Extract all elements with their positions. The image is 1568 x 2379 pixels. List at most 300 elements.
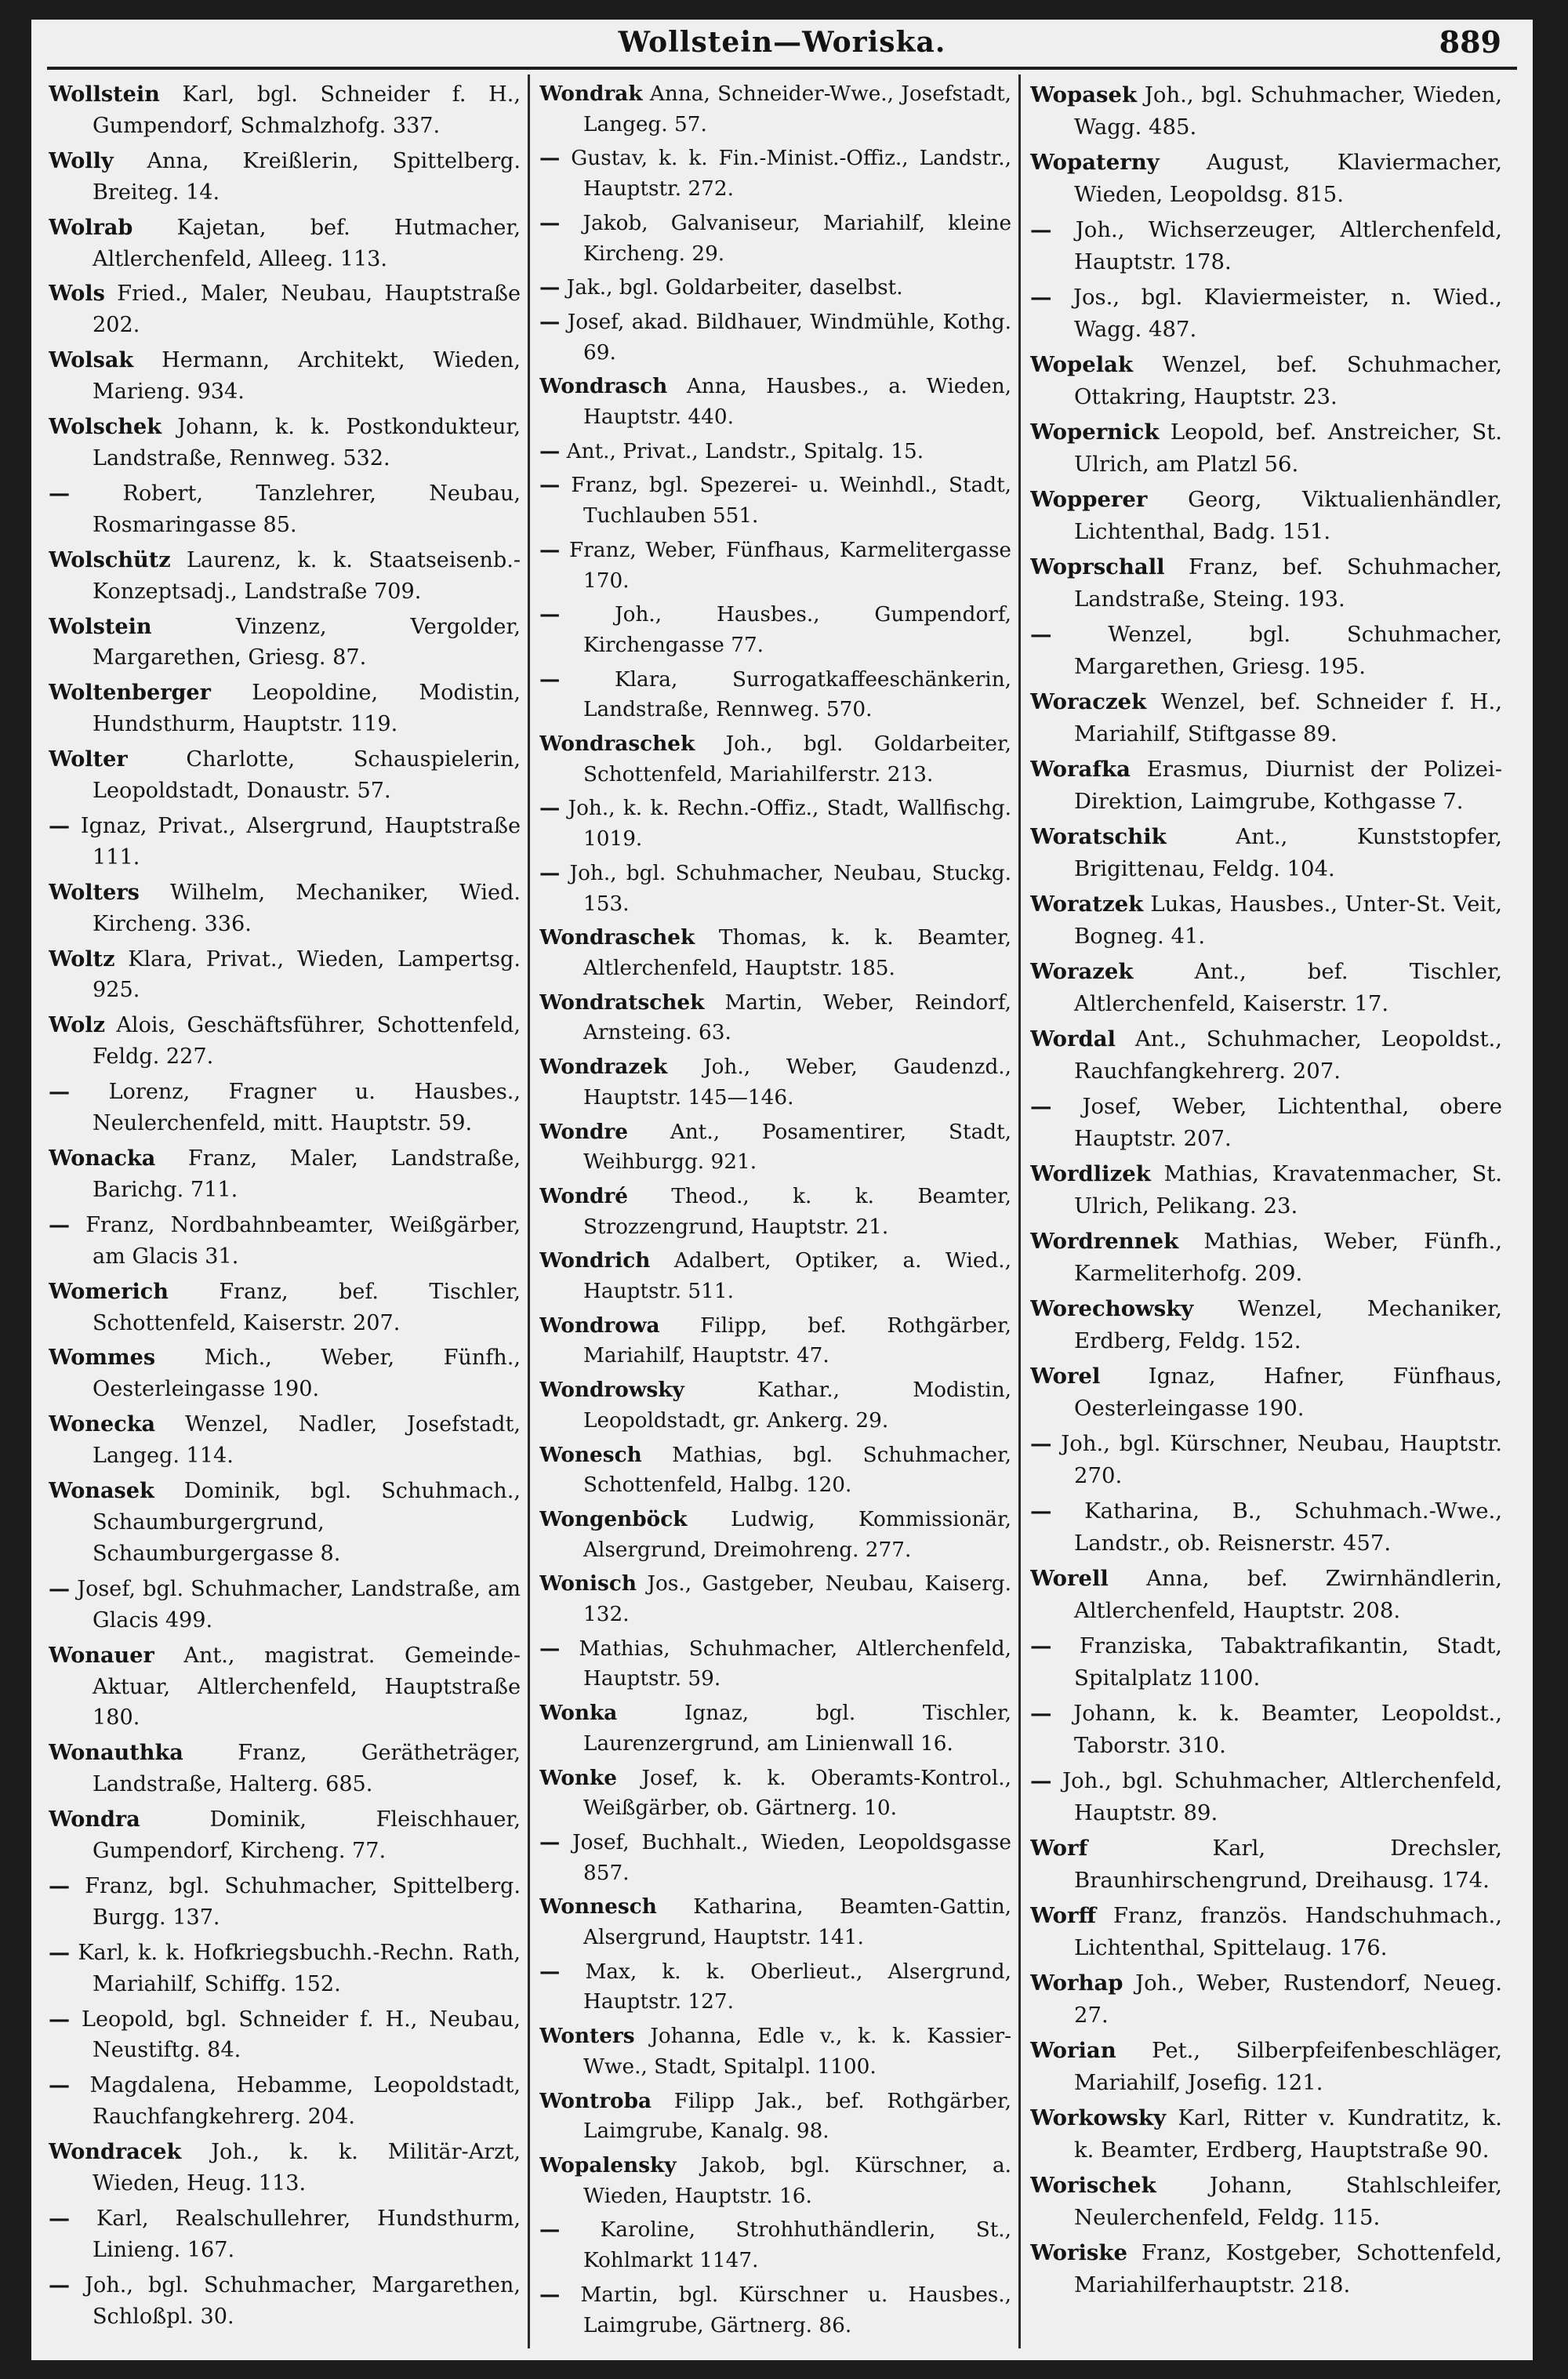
entry-details: Johann, Stahlschleifer, Neulerchenfeld, Feldg. 115.: [1074, 2173, 1502, 2230]
directory-entry: [49, 1077, 521, 1139]
entry-details: Joh., Weber, Rustendorf, Neueg. 27.: [1074, 1970, 1502, 2028]
entry-surname: Wopperer: [1030, 487, 1148, 512]
entry-surname: —: [49, 2206, 71, 2231]
entry-details: Franziska, Tabaktrafikantin, Stadt, Spitalplatz 1100.: [1074, 1633, 1502, 1691]
directory-entry: [539, 1246, 1011, 1306]
entry-surname: —: [539, 2217, 561, 2243]
entry-surname: —: [1030, 1094, 1052, 1119]
entry-surname: Wondrowsky: [539, 1378, 684, 1403]
directory-entry: [1030, 2102, 1502, 2166]
entry-surname: Wordlizek: [1030, 1161, 1151, 1186]
entry-surname: —: [49, 1873, 71, 1898]
directory-entry: [1030, 1630, 1502, 1694]
entry-surname: Wonauthka: [49, 1741, 183, 1766]
entry-details: Wilhelm, Mechaniker, Wied. Kircheng. 336.: [93, 880, 521, 936]
entry-details: Katharina, B., Schuhmach.-Wwe., Landstr., ob. Reisnerstr. 457.: [1074, 1498, 1502, 1556]
directory-entry: [539, 1892, 1011, 1952]
entry-details: Josef, Buchhalt., Wieden, Leopoldsgasse 857.: [572, 1830, 1011, 1885]
directory-entry: [1030, 349, 1502, 412]
entry-surname: Woratzek: [1030, 892, 1144, 917]
entry-surname: Worell: [1030, 1566, 1109, 1591]
directory-entry: [539, 1182, 1011, 1242]
directory-entry: [1030, 484, 1502, 547]
entry-details: Karl, bgl. Schneider f. H., Gumpendorf, Schmalzhofg. 337.: [93, 82, 521, 138]
directory-entry: [539, 859, 1011, 919]
directory-entry: [539, 923, 1011, 983]
directory-entry: [49, 2070, 521, 2133]
entry-details: Kajetan, bef. Hutmacher, Altlerchenfeld, Alleeg. 113.: [93, 215, 521, 271]
entry-details: Georg, Viktualienhändler, Lichtenthal, Badg. 151.: [1074, 487, 1502, 544]
directory-entry: [1030, 1832, 1502, 1896]
directory-entry: [539, 1311, 1011, 1371]
entry-surname: —: [49, 2272, 71, 2297]
entry-details: Josef, akad. Bildhauer, Windmühle, Kothg. 69.: [567, 310, 1011, 365]
entry-surname: Wonauer: [49, 1643, 154, 1668]
entry-details: Anna, Kreißlerin, Spittelberg. Breiteg. 14.: [93, 148, 521, 205]
directory-entry: [49, 345, 521, 408]
entry-surname: Wonacka: [49, 1146, 156, 1171]
entry-details: Magdalena, Hebamme, Leopoldstadt, Rauchfangkehrerg. 204.: [89, 2073, 521, 2130]
entry-surname: Wonesch: [539, 1442, 642, 1467]
entry-surname: Worf: [1030, 1836, 1088, 1861]
entry-details: Wenzel, Nadler, Josefstadt, Langeg. 114.: [93, 1412, 521, 1469]
directory-entry: [539, 729, 1011, 790]
directory-entry: [49, 1476, 521, 1570]
directory-entry: [49, 212, 521, 275]
entry-surname: Wollstein: [49, 82, 160, 107]
directory-entry: [1030, 1563, 1502, 1626]
entry-surname: Woratschik: [1030, 824, 1167, 849]
entry-details: Johanna, Edle v., k. k. Kassier-Wwe., Stadt, Spitalpl. 1100.: [583, 2025, 1011, 2079]
entry-details: Filipp, bef. Rothgärber, Mariahilf, Hauptstr. 47.: [583, 1313, 1011, 1368]
entry-surname: Wonke: [539, 1765, 617, 1790]
entry-details: Wenzel, bgl. Schuhmacher, Margarethen, Griesg. 195.: [1074, 622, 1502, 679]
entry-details: Lukas, Hausbes., Unter-St. Veit, Bogneg. 41.: [1074, 892, 1502, 949]
directory-entry: [1030, 1226, 1502, 1289]
entry-details: Karl, Drechsler, Braunhirschengrund, Dreihausg. 174.: [1074, 1836, 1502, 1893]
entry-surname: —: [1030, 622, 1052, 647]
entry-surname: Wolly: [49, 148, 114, 173]
directory-entry: [539, 1505, 1011, 1565]
entry-surname: —: [1030, 1768, 1052, 1793]
entry-details: Vinzenz, Vergolder, Margarethen, Griesg. 87.: [93, 614, 521, 670]
directory-entry: [49, 2004, 521, 2067]
entry-details: Franz, Weber, Fünfhaus, Karmelitergasse 170.: [569, 538, 1011, 593]
entry-details: Franz, Gerätheträger, Landstraße, Halterg. 685.: [93, 1741, 521, 1797]
entry-details: Joh., bgl. Kürschner, Neubau, Hauptstr. 270.: [1061, 1431, 1502, 1488]
entry-details: Karl, Ritter v. Kundratitz, k. k. Beamter, Erdberg, Hauptstraße 90.: [1074, 2105, 1502, 2163]
entry-details: Mathias, Kravatenmacher, St. Ulrich, Pelikang. 23.: [1074, 1161, 1502, 1219]
header-rule: [47, 67, 1517, 70]
entry-surname: Wolschek: [49, 415, 162, 440]
entry-surname: Wolschütz: [49, 547, 171, 572]
entry-details: Dominik, Fleischhauer, Gumpendorf, Kircheng. 77.: [93, 1807, 521, 1864]
directory-entry: [539, 2215, 1011, 2275]
page-number: 889: [1439, 24, 1501, 60]
entry-surname: Wordrennek: [1030, 1229, 1179, 1254]
entry-details: Ant., Kunststopfer, Brigittenau, Feldg. 104.: [1074, 824, 1502, 881]
directory-entry: [1030, 214, 1502, 278]
entry-surname: —: [539, 796, 561, 821]
entry-details: Ignaz, Privat., Alsergrund, Hauptstraße 111.: [80, 813, 521, 870]
directory-entry: [539, 2151, 1011, 2211]
entry-surname: —: [539, 473, 561, 498]
entry-surname: Womerich: [49, 1279, 169, 1304]
entry-surname: Wonters: [539, 2024, 635, 2049]
column-1: [49, 79, 521, 2345]
directory-entry: [49, 412, 521, 474]
directory-entry: [1030, 1360, 1502, 1424]
entry-surname: Wondrazek: [539, 1055, 668, 1080]
entry-details: Robert, Tanzlehrer, Neubau, Rosmaringasse 85.: [93, 481, 521, 537]
entry-details: Leopoldine, Modistin, Hundsthurm, Hauptstr. 119.: [93, 681, 521, 737]
entry-surname: —: [49, 2007, 71, 2032]
directory-entry: [49, 2137, 521, 2199]
entry-surname: —: [1030, 1431, 1052, 1456]
entry-details: Ant., magistrat. Gemeinde-Aktuar, Altlerchenfeld, Hauptstraße 180.: [93, 1643, 521, 1731]
entry-surname: Wolsak: [49, 348, 134, 373]
entry-surname: Wondratschek: [539, 990, 705, 1015]
entry-surname: Wondraschek: [539, 925, 695, 950]
entry-details: Joh., Hausbes., Gumpendorf, Kirchengasse 77.: [583, 603, 1011, 657]
entry-details: Joh., bgl. Schuhmacher, Altlerchenfeld, Hauptstr. 89.: [1062, 1768, 1502, 1825]
directory-entry: [1030, 1967, 1502, 2031]
entry-surname: Wonasek: [49, 1479, 154, 1504]
entry-surname: —: [539, 537, 561, 562]
entry-surname: Wonisch: [539, 1571, 637, 1596]
directory-entry: [539, 600, 1011, 660]
entry-details: Karoline, Strohhuthändlerin, St., Kohlmarkt 1147.: [583, 2218, 1011, 2273]
entry-surname: —: [539, 602, 561, 627]
entry-surname: —: [539, 2282, 561, 2307]
entry-details: Max, k. k. Oberlieut., Alsergrund, Hauptstr. 127.: [583, 1959, 1011, 2014]
entry-details: Franz, bef. Tischler, Schottenfeld, Kaiserstr. 207.: [93, 1279, 521, 1335]
entry-surname: —: [49, 1080, 71, 1105]
entry-surname: —: [539, 666, 561, 692]
entry-details: Joh., bgl. Schuhmacher, Wieden, Wagg. 485.: [1074, 82, 1502, 140]
entry-surname: Wonecka: [49, 1412, 156, 1437]
entry-surname: Wommes: [49, 1346, 156, 1371]
entry-details: Karl, k. k. Hofkriegsbuchh.-Rechn. Rath, Mariahilf, Schiffg. 152.: [78, 1940, 521, 1996]
entry-details: Joh., k. k. Militär-Arzt, Wieden, Heug. 113.: [93, 2140, 521, 2196]
entry-surname: —: [1030, 1701, 1052, 1726]
directory-entry: [49, 811, 521, 874]
entry-details: Franz, Kostgeber, Schottenfeld, Mariahilferhauptstr. 218.: [1074, 2240, 1502, 2297]
entry-details: Jakob, bgl. Kürschner, a. Wieden, Hauptstr. 16.: [583, 2154, 1011, 2208]
entry-details: Jos., bgl. Klaviermeister, n. Wied., Wagg. 487.: [1073, 285, 1502, 342]
entry-surname: Worechowsky: [1030, 1296, 1194, 1321]
entry-surname: —: [1030, 1498, 1052, 1524]
directory-entry: [49, 1277, 521, 1339]
directory-entry: [49, 1871, 521, 1934]
directory-entry: [539, 2021, 1011, 2082]
entry-surname: —: [49, 813, 71, 838]
entry-details: Charlotte, Schauspielerin, Leopoldstadt, Donaustr. 57.: [93, 747, 521, 804]
entry-details: Franz, bgl. Schuhmacher, Spittelberg. Burgg. 137.: [85, 1873, 521, 1930]
entry-surname: —: [1030, 1633, 1052, 1658]
entry-surname: Wols: [49, 281, 105, 307]
directory-entry: [49, 1010, 521, 1073]
directory-entry: [49, 1210, 521, 1273]
column-2: [539, 79, 1011, 2345]
entry-details: Wenzel, bef. Schneider f. H., Mariahilf, Stiftgasse 89.: [1074, 689, 1502, 746]
directory-entry: [1030, 2237, 1502, 2301]
entry-surname: Woraczek: [1030, 689, 1147, 714]
directory-entry: [1030, 1293, 1502, 1357]
entry-details: Joh., bgl. Schuhmacher, Neubau, Stuckg. 153.: [569, 861, 1011, 916]
entry-surname: Wonnesch: [539, 1894, 657, 1920]
entry-surname: Wolters: [49, 880, 140, 905]
entry-details: Josef, bgl. Schuhmacher, Landstraße, am Glacis 499.: [77, 1576, 521, 1633]
entry-details: Ignaz, bgl. Tischler, Laurenzergrund, am Linienwall 16.: [583, 1702, 1011, 1756]
entry-details: Laurenz, k. k. Staatseisenb.-Konzeptsadj., Landstraße 709.: [93, 547, 521, 604]
column-divider: [1018, 74, 1021, 2348]
directory-entry: [49, 2203, 521, 2266]
running-head: Wollstein—Woriska.: [618, 26, 946, 59]
entry-surname: Wondracek: [49, 2140, 182, 2165]
directory-entry: [1030, 821, 1502, 884]
entry-surname: Wondraschek: [539, 732, 695, 757]
directory-entry: [539, 1957, 1011, 2018]
entry-surname: Wondrasch: [539, 374, 668, 399]
directory-entry: [49, 478, 521, 541]
entry-surname: Wopasek: [1030, 82, 1138, 107]
entry-details: Ant., Posamentirer, Stadt, Weihburgg. 921.: [583, 1120, 1011, 1175]
directory-entry: [1030, 686, 1502, 750]
entry-surname: Workowsky: [1030, 2105, 1167, 2130]
entry-details: Wenzel, bef. Schuhmacher, Ottakring, Hauptstr. 23.: [1074, 352, 1502, 409]
entry-details: Alois, Geschäftsführer, Schottenfeld, Feldg. 227.: [93, 1013, 521, 1070]
directory-entry: [49, 1640, 521, 1734]
entry-details: Jos., Gastgeber, Neubau, Kaiserg. 132.: [583, 1572, 1011, 1627]
entry-details: Joh., Wichserzeuger, Altlerchenfeld, Hauptstr. 178.: [1074, 217, 1502, 274]
entry-details: Martin, bgl. Kürschner u. Hausbes., Laimgrube, Gärtnerg. 86.: [580, 2283, 1011, 2337]
directory-entry: [539, 79, 1011, 140]
directory-entry: [1030, 1495, 1502, 1559]
entry-details: Fried., Maler, Neubau, Hauptstraße 202.: [93, 281, 521, 338]
entry-surname: Wondrowa: [539, 1313, 660, 1338]
directory-entry: [539, 536, 1011, 596]
entry-surname: Wondré: [539, 1183, 629, 1208]
directory-entry: [1030, 1091, 1502, 1154]
entry-surname: —: [1030, 217, 1052, 242]
directory-entry: [539, 794, 1011, 854]
directory-entry: [539, 1440, 1011, 1501]
entry-surname: Worian: [1030, 2038, 1116, 2063]
directory-entry: [539, 372, 1011, 432]
entry-surname: Woltz: [49, 946, 115, 972]
directory-entry: [1030, 1698, 1502, 1761]
directory-page: [31, 20, 1533, 2360]
directory-entry: [49, 677, 521, 740]
entry-surname: Wolstein: [49, 614, 152, 639]
entry-details: Hermann, Architekt, Wieden, Marieng. 934.: [93, 348, 521, 405]
entry-surname: Wondre: [539, 1119, 629, 1144]
directory-entry: [1030, 1158, 1502, 1222]
entry-surname: Wopelak: [1030, 352, 1134, 377]
entry-details: Ludwig, Kommissionär, Alsergrund, Dreimohreng. 277.: [583, 1507, 1011, 1562]
entry-details: Ant., Privat., Landstr., Spitalg. 15.: [566, 439, 924, 463]
entry-details: Anna, Hausbes., a. Wieden, Hauptstr. 440.: [583, 375, 1011, 430]
directory-entry: [1030, 416, 1502, 480]
directory-entry: [49, 1574, 521, 1636]
directory-entry: [49, 146, 521, 209]
directory-entry: [1030, 1023, 1502, 1087]
directory-entry: [1030, 1765, 1502, 1829]
entry-surname: —: [539, 1636, 561, 1661]
entry-details: Franz, Nordbahnbeamter, Weißgärber, am Glacis 31.: [85, 1212, 521, 1269]
directory-entry: [539, 1117, 1011, 1178]
directory-entry: [49, 944, 521, 1007]
page-header: [31, 20, 1533, 68]
directory-entry: [49, 278, 521, 341]
entry-surname: —: [539, 1829, 561, 1854]
entry-surname: Wopalensky: [539, 2153, 677, 2177]
entry-surname: Worff: [1030, 1903, 1097, 1928]
directory-entry: [1030, 956, 1502, 1019]
entry-details: Jak., bgl. Goldarbeiter, daselbst.: [566, 276, 903, 300]
entry-surname: Wolter: [49, 747, 128, 772]
directory-entry: [49, 1143, 521, 1206]
directory-entry: [539, 1698, 1011, 1759]
directory-entry: [49, 744, 521, 807]
entry-details: Kathar., Modistin, Leopoldstadt, gr. Ankerg. 29.: [583, 1378, 1011, 1433]
entry-details: Franz, bgl. Spezerei- u. Weinhdl., Stadt, Tuchlauben 551.: [571, 474, 1011, 528]
entry-details: Gustav, k. k. Fin.-Minist.-Offiz., Landstr., Hauptstr. 272.: [571, 147, 1011, 202]
entry-surname: Worafka: [1030, 757, 1131, 782]
column-3: [1030, 79, 1502, 2345]
entry-surname: Worischek: [1030, 2173, 1156, 2198]
directory-entry: [539, 273, 1011, 303]
directory-entry: [539, 1634, 1011, 1694]
entry-details: Joh., bgl. Goldarbeiter, Schottenfeld, Mariahilferstr. 213.: [583, 732, 1011, 786]
entry-surname: Wondrich: [539, 1248, 651, 1273]
entry-details: Klara, Surrogatkaffeeschänkerin, Landstraße, Rennweg. 570.: [583, 667, 1011, 722]
entry-surname: Wolz: [49, 1013, 105, 1038]
entry-surname: Worazek: [1030, 959, 1134, 984]
directory-entry: [1030, 147, 1502, 210]
entry-details: Leopold, bgl. Schneider f. H., Neubau, Neustiftg. 84.: [82, 2007, 521, 2063]
entry-surname: Wondra: [49, 1807, 140, 1832]
entry-surname: Wordal: [1030, 1026, 1116, 1051]
entry-details: Franz, Maler, Landstraße, Barichg. 711.: [93, 1146, 521, 1202]
entry-surname: —: [49, 1212, 71, 1237]
entry-details: Leopold, bef. Anstreicher, St. Ulrich, am Platzl 56.: [1074, 420, 1502, 477]
entry-details: August, Klaviermacher, Wieden, Leopoldsg. 815.: [1074, 150, 1502, 207]
directory-entry: [539, 143, 1011, 204]
entry-surname: Wonka: [539, 1701, 618, 1726]
directory-entry: [1030, 2170, 1502, 2233]
entry-details: Anna, Schneider-Wwe., Josefstadt, Langeg. 57.: [583, 82, 1011, 136]
directory-entry: [49, 79, 521, 142]
entry-surname: —: [539, 309, 561, 334]
entry-surname: Woprschall: [1030, 554, 1165, 579]
entry-details: Katharina, Beamten-Gattin, Alsergrund, Hauptstr. 141.: [583, 1895, 1011, 1950]
entry-surname: Woltenberger: [49, 681, 211, 706]
entry-details: Filipp Jak., bef. Rothgärber, Laimgrube, Kanalg. 98.: [583, 2089, 1011, 2144]
entry-details: Joh., k. k. Rechn.-Offiz., Stadt, Wallfischg. 1019.: [568, 797, 1011, 852]
entry-surname: Wolrab: [49, 215, 133, 240]
entry-surname: —: [539, 210, 561, 235]
entry-details: Ant., bef. Tischler, Altlerchenfeld, Kaiserstr. 17.: [1074, 959, 1502, 1016]
entry-surname: —: [539, 275, 561, 300]
entry-surname: Wopernick: [1030, 420, 1160, 445]
entry-details: Josef, Weber, Lichtenthal, obere Hauptstr. 207.: [1074, 1094, 1502, 1151]
directory-entry: [1030, 619, 1502, 682]
entry-details: Ant., Schuhmacher, Leopoldst., Rauchfangkehrerg. 207.: [1074, 1026, 1502, 1084]
entry-surname: Wopaterny: [1030, 150, 1160, 175]
entry-details: Mathias, bgl. Schuhmacher, Schottenfeld, Halbg. 120.: [583, 1443, 1011, 1498]
directory-entry: [1030, 754, 1502, 817]
directory-entry: [539, 2087, 1011, 2147]
directory-entry: [539, 1828, 1011, 1888]
directory-entry: [539, 1375, 1011, 1436]
entry-details: Erasmus, Diurnist der Polizei-Direktion, Laimgrube, Kothgasse 7.: [1074, 757, 1502, 814]
directory-entry: [539, 1569, 1011, 1629]
entry-surname: —: [49, 1940, 71, 1965]
entry-details: Joh., Weber, Gaudenzd., Hauptstr. 145—146.: [583, 1055, 1011, 1110]
entry-details: Klara, Privat., Wieden, Lampertsg. 925.: [93, 946, 521, 1003]
directory-entry: [539, 1763, 1011, 1824]
directory-entry: [49, 612, 521, 674]
entry-surname: Wontroba: [539, 2088, 652, 2113]
entry-details: Wenzel, Mechaniker, Erdberg, Feldg. 152.: [1074, 1296, 1502, 1353]
entry-details: Mathias, Schuhmacher, Altlerchenfeld, Hauptstr. 59.: [579, 1636, 1011, 1691]
directory-entry: [49, 545, 521, 608]
entry-details: Theod., k. k. Beamter, Strozzengrund, Hauptstr. 21.: [583, 1184, 1011, 1239]
entry-surname: Woriske: [1030, 2240, 1127, 2265]
entry-details: Adalbert, Optiker, a. Wied., Hauptstr. 511.: [583, 1249, 1011, 1304]
entry-details: Joh., bgl. Schuhmacher, Margarethen, Schloßpl. 30.: [85, 2272, 521, 2329]
entry-surname: —: [539, 146, 561, 171]
entry-details: Josef, k. k. Oberamts-Kontrol., Weißgärber, ob. Gärtnerg. 10.: [583, 1766, 1011, 1821]
entry-details: Mathias, Weber, Fünfh., Karmeliterhofg. 209.: [1074, 1229, 1502, 1286]
directory-entry: [49, 1342, 521, 1405]
entry-details: Karl, Realschullehrer, Hundsthurm, Linieng. 167.: [93, 2206, 521, 2262]
entry-details: Franz, französ. Handschuhmach., Lichtenthal, Spittelaug. 176.: [1074, 1903, 1502, 1960]
directory-entry: [1030, 2035, 1502, 2098]
directory-entry: [1030, 1900, 1502, 1963]
entry-surname: Worhap: [1030, 1970, 1123, 1996]
entry-surname: Wongenböck: [539, 1506, 688, 1531]
entry-details: Pet., Silberpfeifenbeschläger, Mariahilf, Josefig. 121.: [1074, 2038, 1502, 2095]
directory-entry: [539, 470, 1011, 531]
directory-entry: [1030, 1428, 1502, 1491]
directory-entry: [1030, 888, 1502, 952]
entry-details: Anna, bef. Zwirnhändlerin, Altlerchenfeld, Hauptstr. 208.: [1074, 1566, 1502, 1623]
directory-entry: [49, 1738, 521, 1800]
column-divider: [528, 74, 530, 2348]
entry-details: Jakob, Galvaniseur, Mariahilf, kleine Kircheng. 29.: [583, 211, 1011, 266]
directory-entry: [1030, 281, 1502, 345]
directory-entry: [539, 988, 1011, 1048]
directory-entry: [539, 1052, 1011, 1113]
entry-surname: —: [539, 860, 561, 885]
entry-surname: Wondrak: [539, 82, 643, 106]
directory-entry: [539, 437, 1011, 467]
entry-details: Lorenz, Fragner u. Hausbes., Neulerchenfeld, mitt. Hauptstr. 59.: [93, 1080, 521, 1136]
entry-surname: —: [49, 1576, 71, 1601]
entry-details: Ignaz, Hafner, Fünfhaus, Oesterleingasse 190.: [1074, 1364, 1502, 1421]
entry-details: Mich., Weber, Fünfh., Oesterleingasse 190.: [93, 1346, 521, 1402]
directory-entry: [49, 1938, 521, 2000]
directory-entry: [539, 209, 1011, 269]
directory-entry: [539, 2280, 1011, 2341]
entry-details: Dominik, bgl. Schuhmach., Schaumburgergrund, Schaumburgergasse 8.: [93, 1479, 521, 1566]
directory-entry: [49, 2270, 521, 2333]
directory-entry: [1030, 551, 1502, 615]
directory-entry: [49, 1804, 521, 1867]
